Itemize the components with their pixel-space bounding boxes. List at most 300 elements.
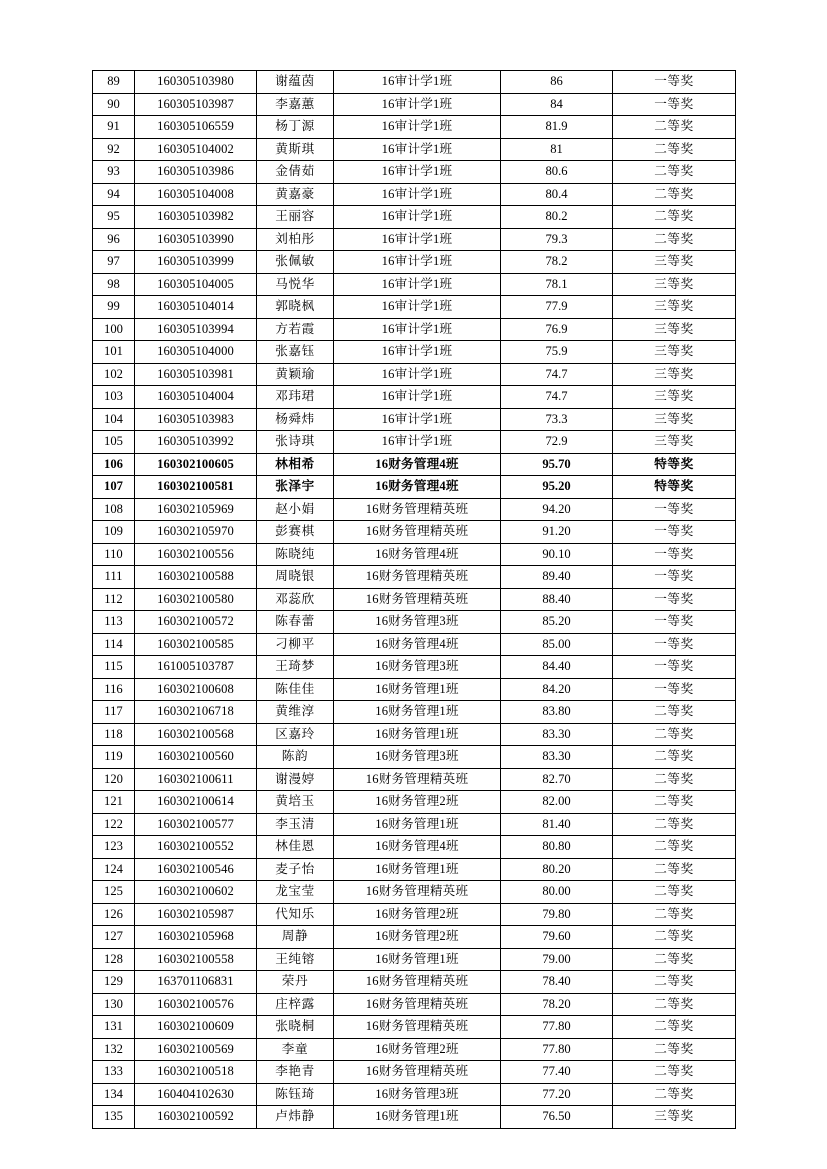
cell-student-id: 160302100608 — [135, 678, 257, 701]
cell-class: 16财务管理3班 — [334, 1083, 501, 1106]
cell-sequence: 134 — [93, 1083, 135, 1106]
cell-award: 二等奖 — [613, 746, 736, 769]
table-row — [93, 138, 736, 161]
cell-sequence: 91 — [93, 116, 135, 139]
cell-student-id: 160302100605 — [135, 453, 257, 476]
cell-score: 78.1 — [501, 273, 613, 296]
cell-class: 16财务管理2班 — [334, 791, 501, 814]
table-row — [93, 813, 736, 836]
cell-class: 16审计学1班 — [334, 296, 501, 319]
cell-name: 张佩敏 — [257, 251, 334, 274]
cell-name: 黄斯琪 — [257, 138, 334, 161]
cell-student-id: 160302105968 — [135, 926, 257, 949]
table-row — [93, 408, 736, 431]
cell-sequence: 122 — [93, 813, 135, 836]
cell-name: 刁柳平 — [257, 633, 334, 656]
table-row — [93, 1106, 736, 1129]
cell-award: 二等奖 — [613, 836, 736, 859]
cell-student-id: 160302100580 — [135, 588, 257, 611]
table-row — [93, 363, 736, 386]
cell-sequence: 103 — [93, 386, 135, 409]
cell-sequence: 90 — [93, 93, 135, 116]
cell-award: 二等奖 — [613, 948, 736, 971]
table-row — [93, 431, 736, 454]
cell-name: 李玉清 — [257, 813, 334, 836]
cell-award: 一等奖 — [613, 543, 736, 566]
cell-name: 黄维淳 — [257, 701, 334, 724]
cell-student-id: 160302100568 — [135, 723, 257, 746]
cell-student-id: 160305104000 — [135, 341, 257, 364]
cell-sequence: 113 — [93, 611, 135, 634]
table-row — [93, 543, 736, 566]
cell-score: 77.80 — [501, 1038, 613, 1061]
cell-sequence: 126 — [93, 903, 135, 926]
cell-class: 16财务管理3班 — [334, 656, 501, 679]
cell-class: 16财务管理2班 — [334, 903, 501, 926]
cell-score: 79.00 — [501, 948, 613, 971]
cell-sequence: 125 — [93, 881, 135, 904]
cell-class: 16财务管理2班 — [334, 1038, 501, 1061]
cell-score: 90.10 — [501, 543, 613, 566]
cell-score: 85.00 — [501, 633, 613, 656]
cell-name: 黄颖瑜 — [257, 363, 334, 386]
cell-student-id: 160302100611 — [135, 768, 257, 791]
table-row — [93, 386, 736, 409]
cell-award: 三等奖 — [613, 318, 736, 341]
cell-score: 77.9 — [501, 296, 613, 319]
table-row — [93, 183, 736, 206]
cell-sequence: 116 — [93, 678, 135, 701]
table-row — [93, 701, 736, 724]
cell-class: 16财务管理1班 — [334, 723, 501, 746]
cell-class: 16财务管理1班 — [334, 858, 501, 881]
cell-sequence: 110 — [93, 543, 135, 566]
cell-name: 林佳恩 — [257, 836, 334, 859]
cell-award: 三等奖 — [613, 431, 736, 454]
cell-name: 赵小娟 — [257, 498, 334, 521]
cell-award: 一等奖 — [613, 633, 736, 656]
cell-class: 16审计学1班 — [334, 408, 501, 431]
cell-class: 16审计学1班 — [334, 228, 501, 251]
cell-student-id: 160305104002 — [135, 138, 257, 161]
cell-award: 二等奖 — [613, 723, 736, 746]
cell-award: 二等奖 — [613, 903, 736, 926]
cell-sequence: 100 — [93, 318, 135, 341]
cell-score: 76.9 — [501, 318, 613, 341]
cell-sequence: 119 — [93, 746, 135, 769]
cell-sequence: 118 — [93, 723, 135, 746]
cell-award: 三等奖 — [613, 363, 736, 386]
cell-name: 黄嘉豪 — [257, 183, 334, 206]
cell-class: 16财务管理4班 — [334, 543, 501, 566]
cell-name: 林相希 — [257, 453, 334, 476]
table-row — [93, 273, 736, 296]
cell-name: 金倩茹 — [257, 161, 334, 184]
cell-name: 荣丹 — [257, 971, 334, 994]
cell-sequence: 105 — [93, 431, 135, 454]
table-row — [93, 498, 736, 521]
cell-sequence: 93 — [93, 161, 135, 184]
cell-award: 一等奖 — [613, 611, 736, 634]
cell-student-id: 161005103787 — [135, 656, 257, 679]
table-row — [93, 521, 736, 544]
cell-award: 二等奖 — [613, 161, 736, 184]
cell-class: 16财务管理精英班 — [334, 971, 501, 994]
cell-class: 16财务管理3班 — [334, 746, 501, 769]
cell-score: 83.80 — [501, 701, 613, 724]
cell-award: 一等奖 — [613, 678, 736, 701]
cell-student-id: 160305103980 — [135, 71, 257, 94]
cell-student-id: 160302100585 — [135, 633, 257, 656]
cell-student-id: 163701106831 — [135, 971, 257, 994]
cell-class: 16财务管理4班 — [334, 633, 501, 656]
table-row — [93, 611, 736, 634]
cell-sequence: 123 — [93, 836, 135, 859]
cell-name: 方若霞 — [257, 318, 334, 341]
cell-score: 95.70 — [501, 453, 613, 476]
cell-name: 杨舜炜 — [257, 408, 334, 431]
cell-award: 三等奖 — [613, 273, 736, 296]
cell-class: 16审计学1班 — [334, 363, 501, 386]
cell-award: 二等奖 — [613, 206, 736, 229]
table-row — [93, 858, 736, 881]
cell-score: 84 — [501, 93, 613, 116]
cell-class: 16财务管理2班 — [334, 926, 501, 949]
cell-award: 二等奖 — [613, 993, 736, 1016]
cell-student-id: 160305104005 — [135, 273, 257, 296]
cell-class: 16财务管理4班 — [334, 476, 501, 499]
cell-class: 16审计学1班 — [334, 318, 501, 341]
cell-student-id: 160302105987 — [135, 903, 257, 926]
cell-student-id: 160302100614 — [135, 791, 257, 814]
cell-sequence: 98 — [93, 273, 135, 296]
table-row — [93, 71, 736, 94]
cell-sequence: 106 — [93, 453, 135, 476]
cell-sequence: 101 — [93, 341, 135, 364]
cell-award: 一等奖 — [613, 71, 736, 94]
cell-award: 三等奖 — [613, 386, 736, 409]
cell-award: 二等奖 — [613, 228, 736, 251]
cell-score: 88.40 — [501, 588, 613, 611]
table-row — [93, 971, 736, 994]
cell-sequence: 115 — [93, 656, 135, 679]
cell-student-id: 160302105969 — [135, 498, 257, 521]
cell-award: 二等奖 — [613, 138, 736, 161]
cell-class: 16财务管理1班 — [334, 948, 501, 971]
cell-student-id: 160302100576 — [135, 993, 257, 1016]
cell-award: 一等奖 — [613, 656, 736, 679]
cell-award: 二等奖 — [613, 1061, 736, 1084]
cell-score: 81.9 — [501, 116, 613, 139]
cell-score: 77.40 — [501, 1061, 613, 1084]
cell-sequence: 111 — [93, 566, 135, 589]
table-row — [93, 903, 736, 926]
cell-student-id: 160302100577 — [135, 813, 257, 836]
cell-score: 89.40 — [501, 566, 613, 589]
cell-award: 一等奖 — [613, 521, 736, 544]
cell-student-id: 160305103981 — [135, 363, 257, 386]
cell-award: 二等奖 — [613, 116, 736, 139]
cell-award: 二等奖 — [613, 858, 736, 881]
cell-name: 周晓银 — [257, 566, 334, 589]
cell-award: 特等奖 — [613, 476, 736, 499]
cell-class: 16审计学1班 — [334, 138, 501, 161]
cell-score: 94.20 — [501, 498, 613, 521]
cell-student-id: 160302100602 — [135, 881, 257, 904]
cell-class: 16财务管理精英班 — [334, 498, 501, 521]
cell-student-id: 160302100588 — [135, 566, 257, 589]
cell-award: 一等奖 — [613, 93, 736, 116]
cell-score: 80.4 — [501, 183, 613, 206]
table-row — [93, 93, 736, 116]
cell-award: 二等奖 — [613, 813, 736, 836]
cell-name: 李嘉蕙 — [257, 93, 334, 116]
cell-name: 陈春蕾 — [257, 611, 334, 634]
cell-class: 16财务管理精英班 — [334, 521, 501, 544]
table-row — [93, 296, 736, 319]
cell-score: 79.60 — [501, 926, 613, 949]
cell-score: 84.20 — [501, 678, 613, 701]
cell-name: 麦子怡 — [257, 858, 334, 881]
table-row — [93, 656, 736, 679]
cell-class: 16财务管理精英班 — [334, 881, 501, 904]
award-list-table — [92, 70, 736, 1129]
cell-sequence: 132 — [93, 1038, 135, 1061]
cell-student-id: 160305103999 — [135, 251, 257, 274]
cell-score: 77.20 — [501, 1083, 613, 1106]
cell-class: 16财务管理1班 — [334, 813, 501, 836]
cell-class: 16财务管理4班 — [334, 453, 501, 476]
cell-award: 二等奖 — [613, 881, 736, 904]
cell-sequence: 128 — [93, 948, 135, 971]
cell-score: 80.20 — [501, 858, 613, 881]
table-row — [93, 768, 736, 791]
cell-student-id: 160302100556 — [135, 543, 257, 566]
cell-name: 邓蕊欣 — [257, 588, 334, 611]
cell-class: 16财务管理3班 — [334, 611, 501, 634]
cell-score: 80.2 — [501, 206, 613, 229]
cell-score: 82.00 — [501, 791, 613, 814]
cell-student-id: 160302100581 — [135, 476, 257, 499]
cell-sequence: 133 — [93, 1061, 135, 1084]
cell-name: 李艳青 — [257, 1061, 334, 1084]
cell-name: 刘柏彤 — [257, 228, 334, 251]
cell-score: 91.20 — [501, 521, 613, 544]
cell-score: 79.80 — [501, 903, 613, 926]
table-row — [93, 588, 736, 611]
table-row — [93, 341, 736, 364]
table-row — [93, 836, 736, 859]
cell-student-id: 160302100518 — [135, 1061, 257, 1084]
cell-name: 龙宝莹 — [257, 881, 334, 904]
table-row — [93, 1061, 736, 1084]
cell-student-id: 160404102630 — [135, 1083, 257, 1106]
table-row — [93, 881, 736, 904]
table-row — [93, 1016, 736, 1039]
cell-sequence: 124 — [93, 858, 135, 881]
cell-class: 16审计学1班 — [334, 386, 501, 409]
cell-student-id: 160302100558 — [135, 948, 257, 971]
table-row — [93, 318, 736, 341]
cell-student-id: 160305103994 — [135, 318, 257, 341]
cell-name: 王纯镕 — [257, 948, 334, 971]
cell-score: 86 — [501, 71, 613, 94]
cell-sequence: 94 — [93, 183, 135, 206]
cell-class: 16审计学1班 — [334, 206, 501, 229]
cell-award: 二等奖 — [613, 791, 736, 814]
cell-name: 代知乐 — [257, 903, 334, 926]
cell-name: 张泽宇 — [257, 476, 334, 499]
cell-award: 二等奖 — [613, 971, 736, 994]
cell-class: 16财务管理精英班 — [334, 993, 501, 1016]
cell-sequence: 95 — [93, 206, 135, 229]
cell-name: 陈韵 — [257, 746, 334, 769]
cell-score: 80.00 — [501, 881, 613, 904]
cell-name: 黄培玉 — [257, 791, 334, 814]
cell-name: 陈钰琦 — [257, 1083, 334, 1106]
cell-score: 85.20 — [501, 611, 613, 634]
table-row — [93, 723, 736, 746]
cell-student-id: 160302100569 — [135, 1038, 257, 1061]
table-row — [93, 476, 736, 499]
table-row — [93, 251, 736, 274]
cell-sequence: 135 — [93, 1106, 135, 1129]
cell-class: 16财务管理4班 — [334, 836, 501, 859]
cell-score: 81 — [501, 138, 613, 161]
cell-award: 特等奖 — [613, 453, 736, 476]
cell-score: 78.20 — [501, 993, 613, 1016]
cell-name: 邓玮珺 — [257, 386, 334, 409]
cell-name: 张诗琪 — [257, 431, 334, 454]
cell-sequence: 97 — [93, 251, 135, 274]
table-row — [93, 1083, 736, 1106]
cell-sequence: 120 — [93, 768, 135, 791]
table-row — [93, 993, 736, 1016]
cell-name: 王丽容 — [257, 206, 334, 229]
cell-sequence: 102 — [93, 363, 135, 386]
cell-sequence: 109 — [93, 521, 135, 544]
cell-name: 张晓桐 — [257, 1016, 334, 1039]
cell-student-id: 160305103992 — [135, 431, 257, 454]
cell-name: 杨丁源 — [257, 116, 334, 139]
table-row — [93, 926, 736, 949]
cell-student-id: 160305103987 — [135, 93, 257, 116]
cell-sequence: 107 — [93, 476, 135, 499]
cell-name: 庄梓露 — [257, 993, 334, 1016]
cell-award: 一等奖 — [613, 588, 736, 611]
table-row — [93, 746, 736, 769]
cell-class: 16审计学1班 — [334, 273, 501, 296]
cell-score: 83.30 — [501, 746, 613, 769]
cell-award: 三等奖 — [613, 251, 736, 274]
cell-award: 二等奖 — [613, 926, 736, 949]
cell-sequence: 92 — [93, 138, 135, 161]
cell-score: 74.7 — [501, 363, 613, 386]
cell-score: 80.6 — [501, 161, 613, 184]
cell-award: 三等奖 — [613, 1106, 736, 1129]
cell-score: 74.7 — [501, 386, 613, 409]
cell-class: 16审计学1班 — [334, 341, 501, 364]
cell-class: 16审计学1班 — [334, 93, 501, 116]
cell-award: 三等奖 — [613, 341, 736, 364]
cell-sequence: 127 — [93, 926, 135, 949]
cell-student-id: 160305103982 — [135, 206, 257, 229]
cell-score: 95.20 — [501, 476, 613, 499]
cell-class: 16财务管理精英班 — [334, 588, 501, 611]
cell-class: 16审计学1班 — [334, 251, 501, 274]
cell-class: 16财务管理精英班 — [334, 566, 501, 589]
cell-class: 16财务管理1班 — [334, 678, 501, 701]
cell-student-id: 160305103983 — [135, 408, 257, 431]
cell-name: 谢蕴茵 — [257, 71, 334, 94]
cell-name: 彭赛棋 — [257, 521, 334, 544]
cell-class: 16财务管理1班 — [334, 1106, 501, 1129]
cell-sequence: 108 — [93, 498, 135, 521]
table-row — [93, 453, 736, 476]
cell-sequence: 117 — [93, 701, 135, 724]
cell-student-id: 160302100560 — [135, 746, 257, 769]
cell-name: 卢炜静 — [257, 1106, 334, 1129]
cell-award: 二等奖 — [613, 1038, 736, 1061]
cell-name: 区嘉玲 — [257, 723, 334, 746]
table-row — [93, 1038, 736, 1061]
table-row — [93, 161, 736, 184]
cell-sequence: 96 — [93, 228, 135, 251]
cell-sequence: 99 — [93, 296, 135, 319]
cell-award: 二等奖 — [613, 768, 736, 791]
cell-sequence: 89 — [93, 71, 135, 94]
cell-score: 80.80 — [501, 836, 613, 859]
cell-student-id: 160305104008 — [135, 183, 257, 206]
cell-class: 16财务管理1班 — [334, 701, 501, 724]
cell-student-id: 160302100572 — [135, 611, 257, 634]
cell-name: 陈晓纯 — [257, 543, 334, 566]
cell-score: 76.50 — [501, 1106, 613, 1129]
table-row — [93, 633, 736, 656]
table-row — [93, 228, 736, 251]
cell-score: 79.3 — [501, 228, 613, 251]
cell-score: 78.40 — [501, 971, 613, 994]
cell-name: 李童 — [257, 1038, 334, 1061]
cell-student-id: 160305104004 — [135, 386, 257, 409]
cell-name: 马悦华 — [257, 273, 334, 296]
table-row — [93, 116, 736, 139]
table-row — [93, 206, 736, 229]
cell-class: 16财务管理精英班 — [334, 768, 501, 791]
cell-name: 周静 — [257, 926, 334, 949]
cell-class: 16财务管理精英班 — [334, 1016, 501, 1039]
cell-class: 16审计学1班 — [334, 116, 501, 139]
cell-student-id: 160302105970 — [135, 521, 257, 544]
table-row — [93, 566, 736, 589]
cell-score: 83.30 — [501, 723, 613, 746]
cell-student-id: 160302100592 — [135, 1106, 257, 1129]
cell-score: 77.80 — [501, 1016, 613, 1039]
cell-score: 82.70 — [501, 768, 613, 791]
cell-name: 王琦梦 — [257, 656, 334, 679]
cell-class: 16财务管理精英班 — [334, 1061, 501, 1084]
cell-student-id: 160305103986 — [135, 161, 257, 184]
cell-award: 二等奖 — [613, 183, 736, 206]
cell-sequence: 121 — [93, 791, 135, 814]
cell-score: 81.40 — [501, 813, 613, 836]
cell-award: 一等奖 — [613, 498, 736, 521]
cell-score: 78.2 — [501, 251, 613, 274]
cell-student-id: 160302100552 — [135, 836, 257, 859]
cell-award: 三等奖 — [613, 408, 736, 431]
cell-award: 二等奖 — [613, 1016, 736, 1039]
cell-award: 二等奖 — [613, 1083, 736, 1106]
